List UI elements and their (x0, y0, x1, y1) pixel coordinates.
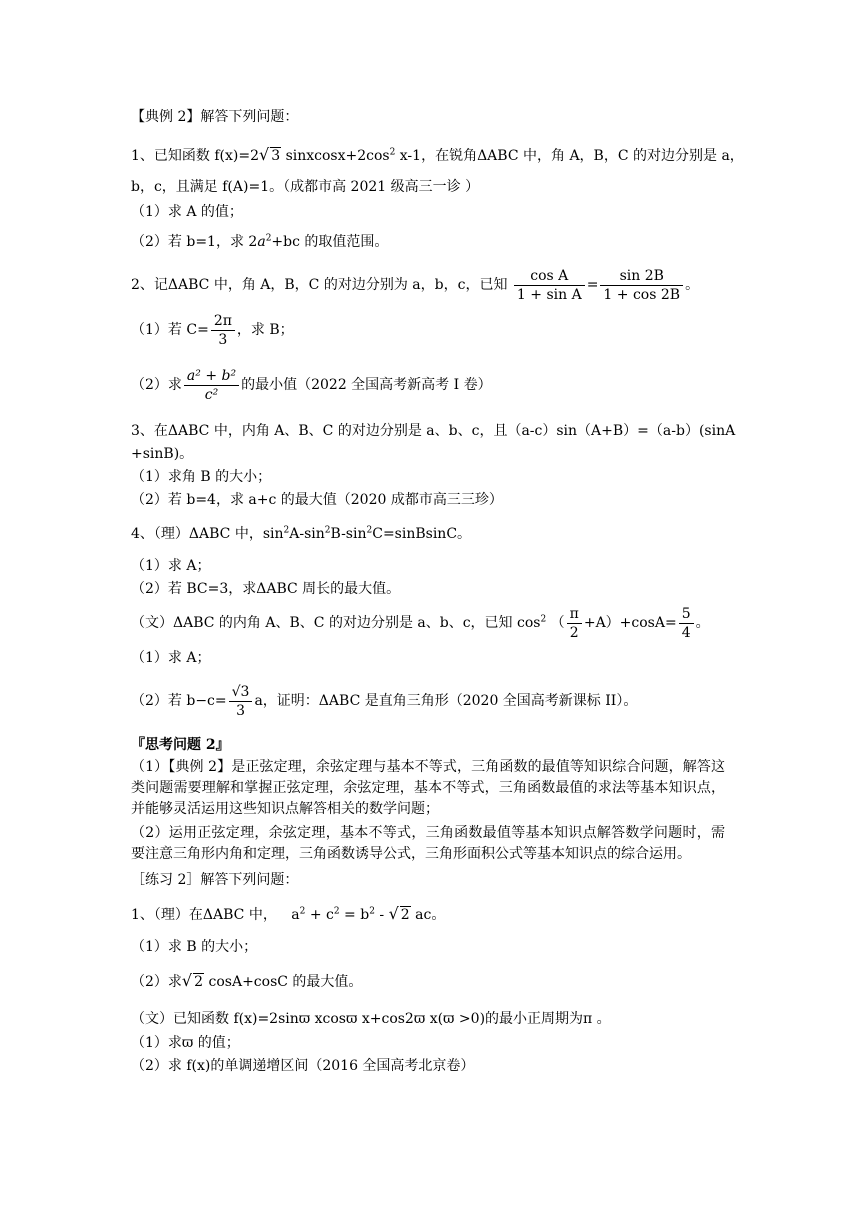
problem-4-wen-q2 (131, 680, 637, 722)
thinking-heading: 『思考问题 2』 (131, 737, 230, 753)
text: sinxcosx+2cos (285, 148, 390, 164)
superscript: 2 (366, 525, 373, 536)
problem-2-q2 (131, 364, 492, 406)
denominator: 3 (236, 702, 245, 719)
problem-1-q2 (131, 232, 388, 252)
denominator: 2 (569, 624, 579, 641)
fraction-cosA (514, 267, 585, 304)
denominator: 4 (681, 624, 691, 641)
practice-1 (131, 904, 445, 925)
thinking-point-1: （1）【典例 2】是正弦定理，余弦定理与基本不等式，三角函数的最值等知识综合问题，解答这类问题需要理解和掌握正弦定理，余弦定理，基本不等式，三角函数最值的求法等基本知识点，并能够灵活运用这些知识点解答相关的数学问题； (131, 759, 725, 817)
practice-2-heading: ［练习 2］解答下列问题： (131, 872, 299, 888)
problem-3-q2: （2）若 b=4，求 a+c 的最大值（2020 成都市高三三珍） (131, 492, 503, 508)
problem-2-q1 (131, 309, 294, 351)
problem-3-line-2: +sinB)。 (131, 446, 194, 462)
problem-3-q1: （1）求角 B 的大小； (131, 469, 272, 485)
problem-2 (131, 264, 699, 306)
variable: a (257, 234, 266, 250)
text: 的最小值（2022 全国高考新高考 I 卷） (241, 377, 492, 393)
fraction-sqrt3-3 (229, 683, 253, 720)
text: 2、记ΔABC 中，角 A，B，C 的对边分别为 a，b，c，已知 (131, 277, 508, 293)
text: （2）若 b=1，求 2 (131, 234, 258, 250)
superscript: 2 (265, 233, 272, 244)
denominator: 3 (218, 331, 228, 348)
practice-1-q2 (131, 971, 362, 992)
thinking-point-2: （2）运用正弦定理，余弦定理，基本不等式，三角函数最值等基本知识点解答数学问题时，需要注意三角形内角和定理，三角函数诱导公式，三角形面积公式等基本知识点的综合运用。 (131, 825, 725, 862)
text: ac。 (410, 907, 446, 923)
problem-3-line-1: 3、在ΔABC 中，内角 A、B、C 的对边分别是 a、b、c，且（a-c）sin（A+B）=（a-b）(sinA (131, 423, 736, 439)
radical-icon: √ (181, 971, 193, 990)
problem-1-line-2: b，c，且满足 f(A)=1。（成都市高 2021 级高三一诊 ） (131, 179, 480, 195)
equals: = (586, 277, 599, 293)
superscript: 2 (540, 614, 547, 625)
text: +bc 的取值范围。 (271, 234, 389, 250)
problem-1-q1: （1）求 A 的值； (131, 204, 243, 220)
text: （2）若 b−c= (131, 693, 227, 709)
text: = b (339, 907, 370, 923)
fraction-2pi-3 (211, 312, 235, 349)
practice-1-wen: （文）已知函数 f(x)=2sinϖ xcosϖ x+cos2ϖ x(ϖ >0)的最小正周期为π 。 (131, 1011, 611, 1027)
text: a，证明：ΔABC 是直角三角形（2020 全国高考新课标 II）。 (254, 693, 638, 709)
radical-icon: √ (259, 145, 270, 164)
text: （文）ΔABC 的内角 A、B、C 的对边分别是 a、b、c，已知 cos (131, 615, 541, 631)
denominator: 1 + sin A (516, 286, 582, 303)
text: 4、（理）ΔABC 中，sin (131, 526, 284, 542)
superscript: 2 (283, 525, 290, 536)
numerator: cos A (514, 267, 585, 286)
example-2-heading: 【典例 2】解答下列问题： (131, 109, 299, 125)
superscript: 2 (324, 525, 331, 536)
text: - (374, 907, 389, 923)
superscript: 2 (389, 147, 396, 158)
numerator: √3 (229, 683, 253, 702)
text: （ (550, 615, 565, 631)
sqrt-value: 2 (194, 974, 204, 990)
problem-4-q1: （1）求 A； (131, 558, 211, 574)
problem-4-q2: （2）若 BC=3，求ΔABC 周长的最大值。 (131, 581, 401, 597)
text: （2）求 (131, 377, 182, 393)
text: + c (305, 907, 334, 923)
problem-4-wen (131, 602, 710, 644)
numerator: sin 2B (600, 267, 683, 286)
text: +A）+cosA= (583, 615, 677, 631)
superscript: 2 (369, 906, 375, 917)
text: cosA+cosC 的最大值。 (208, 974, 363, 990)
superscript: 2 (333, 906, 340, 917)
text: C=sinBsinC。 (372, 526, 472, 542)
text: 。 (685, 277, 700, 293)
practice-1-wen-q1: （1）求ϖ 的值； (131, 1035, 240, 1051)
numerator: 2π (211, 312, 235, 331)
numerator: π (567, 605, 582, 624)
radical-icon: √ (388, 904, 399, 923)
superscript: 2 (299, 906, 306, 917)
problem-4 (131, 524, 471, 544)
text: B-sin (330, 526, 367, 542)
denominator: 1 + cos 2B (603, 286, 681, 303)
text: 。 (695, 615, 710, 631)
fraction-a2b2-c2 (184, 367, 239, 404)
variable: a (291, 907, 300, 923)
sqrt-value: 2 (400, 907, 410, 923)
text: 1、已知函数 f(x)=2 (131, 148, 259, 164)
numerator: a² + b² (184, 367, 239, 386)
fraction-5-4 (679, 605, 694, 642)
practice-1-wen-q2: （2）求 f(x)的单调递增区间（2016 全国高考北京卷） (131, 1058, 475, 1074)
text: A-sin (289, 526, 325, 542)
numerator: 5 (679, 605, 694, 624)
denominator: c² (204, 386, 219, 403)
sqrt-value: 3 (271, 148, 281, 164)
text: （2）求 (131, 974, 182, 990)
text: x-1，在锐角ΔABC 中，角 A，B，C 的对边分别是 a， (399, 148, 744, 164)
fraction-pi-2 (567, 605, 582, 642)
text: （1）若 C= (131, 322, 209, 338)
problem-4-wen-q1: （1）求 A； (131, 650, 211, 666)
text: ，求 B； (236, 322, 294, 338)
problem-1-line-1 (131, 145, 744, 166)
fraction-sin2B (600, 267, 683, 304)
practice-1-q1: （1）求 B 的大小； (131, 939, 258, 955)
text: 1、（理）在ΔABC 中， (131, 907, 277, 923)
